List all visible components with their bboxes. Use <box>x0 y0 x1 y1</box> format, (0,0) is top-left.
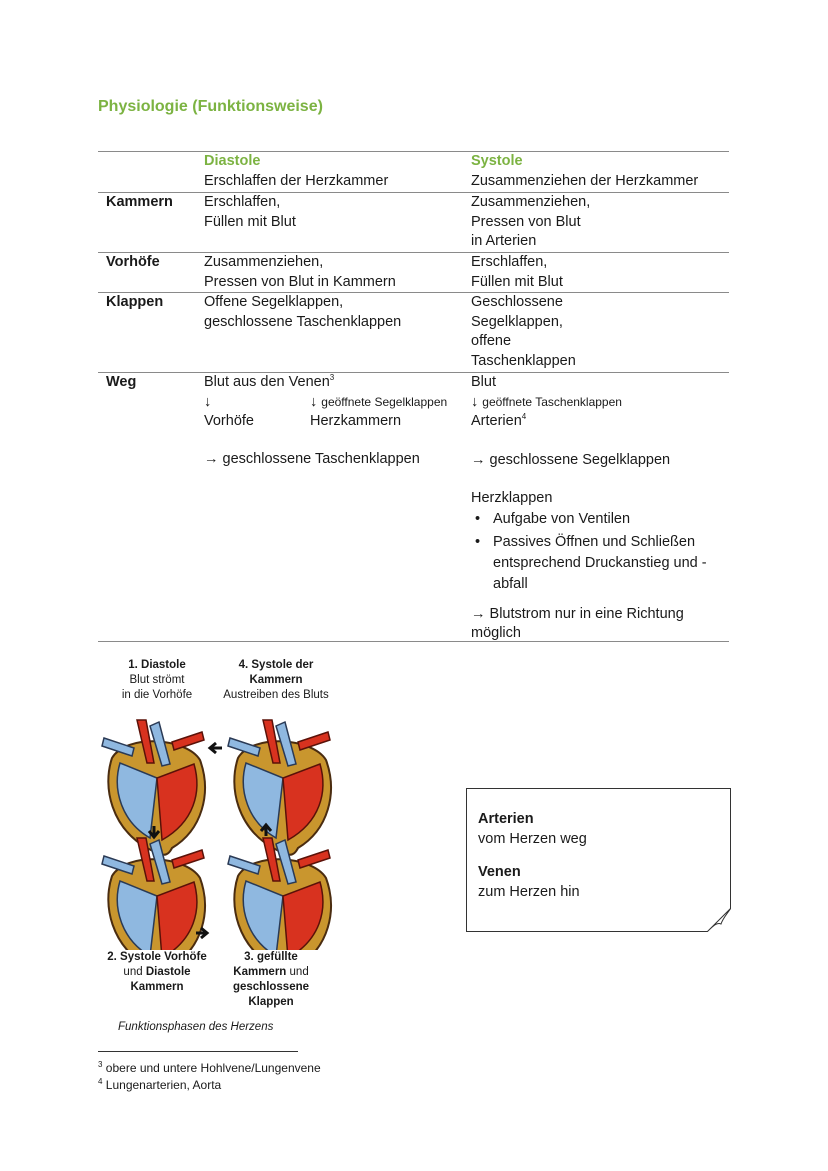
weg-d-chambers <box>204 412 466 431</box>
row-label-kammern: Kammern <box>106 194 173 210</box>
footnote-text: obere und untere Hohlvene/Lungenvene <box>105 1061 321 1075</box>
text-span: Arterien <box>471 413 522 429</box>
table-header-row <box>98 151 729 192</box>
text-line: → Blutstrom nur in eine Richtung <box>471 605 684 622</box>
text-line: Erschlaffen, <box>204 194 281 210</box>
text-line: Füllen mit Blut <box>471 273 563 290</box>
text-span: Austreiben des Bluts <box>223 689 329 701</box>
phase-title: 3. gefüllte <box>244 951 298 963</box>
phase-title: 2. Systole Vorhöfe <box>107 951 207 963</box>
note-arterien-title: Arterien <box>478 811 534 827</box>
text-line: Zusammenziehen, <box>471 194 591 210</box>
phase-title: Kammern <box>233 966 287 978</box>
down-arrow-icon: ↓ <box>471 393 479 410</box>
text-span: Blut strömt <box>129 674 185 686</box>
footnote-4 <box>98 1077 221 1093</box>
phase-title: Kammern <box>130 981 184 993</box>
note-venen-text: zum Herzen hin <box>478 884 580 900</box>
weg-d-arrows <box>204 393 466 412</box>
herzklappen-title: Herzklappen <box>471 490 553 506</box>
systole-header <box>471 152 729 191</box>
text-line: Blut <box>471 374 496 390</box>
note-box <box>466 788 731 932</box>
down-arrow-icon: ↓ <box>310 393 318 410</box>
text-line: → geschlossene Taschenklappen <box>204 450 420 467</box>
text-line: Zusammenziehen, <box>204 254 324 270</box>
heart-cycle-figure <box>98 650 343 1035</box>
text-line: → geschlossene Segelklappen <box>471 451 671 468</box>
klappen-diastole <box>204 293 466 332</box>
phase-title: Kammern <box>249 674 303 686</box>
phase-title: 4. Systole der <box>238 659 314 671</box>
footnote-text: Lungenarterien, Aorta <box>105 1078 222 1092</box>
text-line: Pressen von Blut <box>471 213 581 230</box>
footnote-ref: 3 <box>329 373 335 383</box>
systole-subtitle: Zusammenziehen der Herzkammer <box>471 172 699 189</box>
table-row-klappen <box>98 292 729 372</box>
list-item: • Aufgabe von Ventilen <box>493 509 729 530</box>
arrow-left-icon <box>210 743 222 753</box>
weg-systole <box>471 373 729 644</box>
text-line: Offene Segelklappen, <box>204 294 344 310</box>
text-line: in Arterien <box>471 233 537 249</box>
text-span: Vorhöfe <box>204 412 254 429</box>
heart-diagram <box>98 718 343 950</box>
weg-diastole <box>204 373 466 483</box>
physiology-table <box>98 151 729 642</box>
text-line: geschlossene Taschenklappen <box>204 313 402 330</box>
heart-phase-3 <box>228 838 331 950</box>
table-row-weg <box>98 372 729 642</box>
phase-title: geschlossene <box>232 981 310 993</box>
herzklappen-list <box>471 509 729 595</box>
text-span: und <box>289 966 309 978</box>
row-label-klappen: Klappen <box>106 294 164 310</box>
footnote-number: 4 <box>98 1077 103 1086</box>
systole-title: Systole <box>471 153 523 169</box>
phase-3-caption <box>216 950 326 1010</box>
row-label-weg: Weg <box>106 374 137 390</box>
note-venen-title: Venen <box>478 864 521 880</box>
text-line: Füllen mit Blut <box>204 213 296 230</box>
phase-title: Diastole <box>145 966 191 978</box>
down-arrow-icon: ↓ <box>204 393 212 410</box>
diastole-subtitle: Erschlaffen der Herzkammer <box>204 172 389 189</box>
kammern-diastole <box>204 193 466 232</box>
phase-2-caption <box>98 950 216 995</box>
footnote-3 <box>98 1060 321 1076</box>
phase-title: Klappen <box>248 996 294 1008</box>
weg-d-valve <box>310 393 447 413</box>
phase-4-caption <box>216 658 336 703</box>
diastole-title: Diastole <box>204 153 261 169</box>
text-span: Herzkammern <box>310 412 402 429</box>
text-span: geöffnete Taschenklappen <box>482 394 622 409</box>
list-item: • Passives Öffnen und Schließen entsprechend Druckanstieg und -abfall <box>493 532 729 595</box>
text-line: offene <box>471 333 512 349</box>
vorhoefe-systole <box>471 253 729 292</box>
text-line: Segelklappen, <box>471 313 563 330</box>
weg-s-arrow <box>471 393 729 413</box>
page-curl-icon <box>707 908 731 932</box>
heart-phase-4 <box>228 720 331 855</box>
footnote-ref: 4 <box>521 412 527 422</box>
text-line: Pressen von Blut in Kammern <box>204 273 396 290</box>
phase-title: 1. Diastole <box>128 659 186 671</box>
heart-phase-2 <box>102 838 205 950</box>
text-line: Taschenklappen <box>471 352 576 369</box>
table-row-vorhoefe <box>98 252 729 292</box>
diastole-header <box>204 152 466 191</box>
weg-d-line1 <box>204 373 466 393</box>
text-span: in die Vorhöfe <box>121 689 193 701</box>
table-row-kammern <box>98 192 729 252</box>
text-span: Blut aus den Venen <box>204 374 330 390</box>
figure-caption: Funktionsphasen des Herzens <box>118 1021 274 1033</box>
note-arterien-text: vom Herzen weg <box>478 831 587 847</box>
text-line: Geschlossene <box>471 294 563 310</box>
row-label-vorhoefe: Vorhöfe <box>106 254 160 270</box>
vorhoefe-diastole <box>204 253 466 292</box>
phase-1-caption <box>98 658 216 703</box>
text-span: und <box>123 966 143 978</box>
footnote-divider <box>98 1051 298 1052</box>
weg-s-arteries <box>471 412 729 432</box>
text-line: Erschlaffen, <box>471 254 548 270</box>
section-title: Physiologie (Funktionsweise) <box>98 98 323 115</box>
text-line: möglich <box>471 625 521 641</box>
text-span: geöffnete Segelklappen <box>321 394 448 409</box>
kammern-systole <box>471 193 729 252</box>
footnote-number: 3 <box>98 1060 103 1069</box>
klappen-systole <box>471 293 729 371</box>
